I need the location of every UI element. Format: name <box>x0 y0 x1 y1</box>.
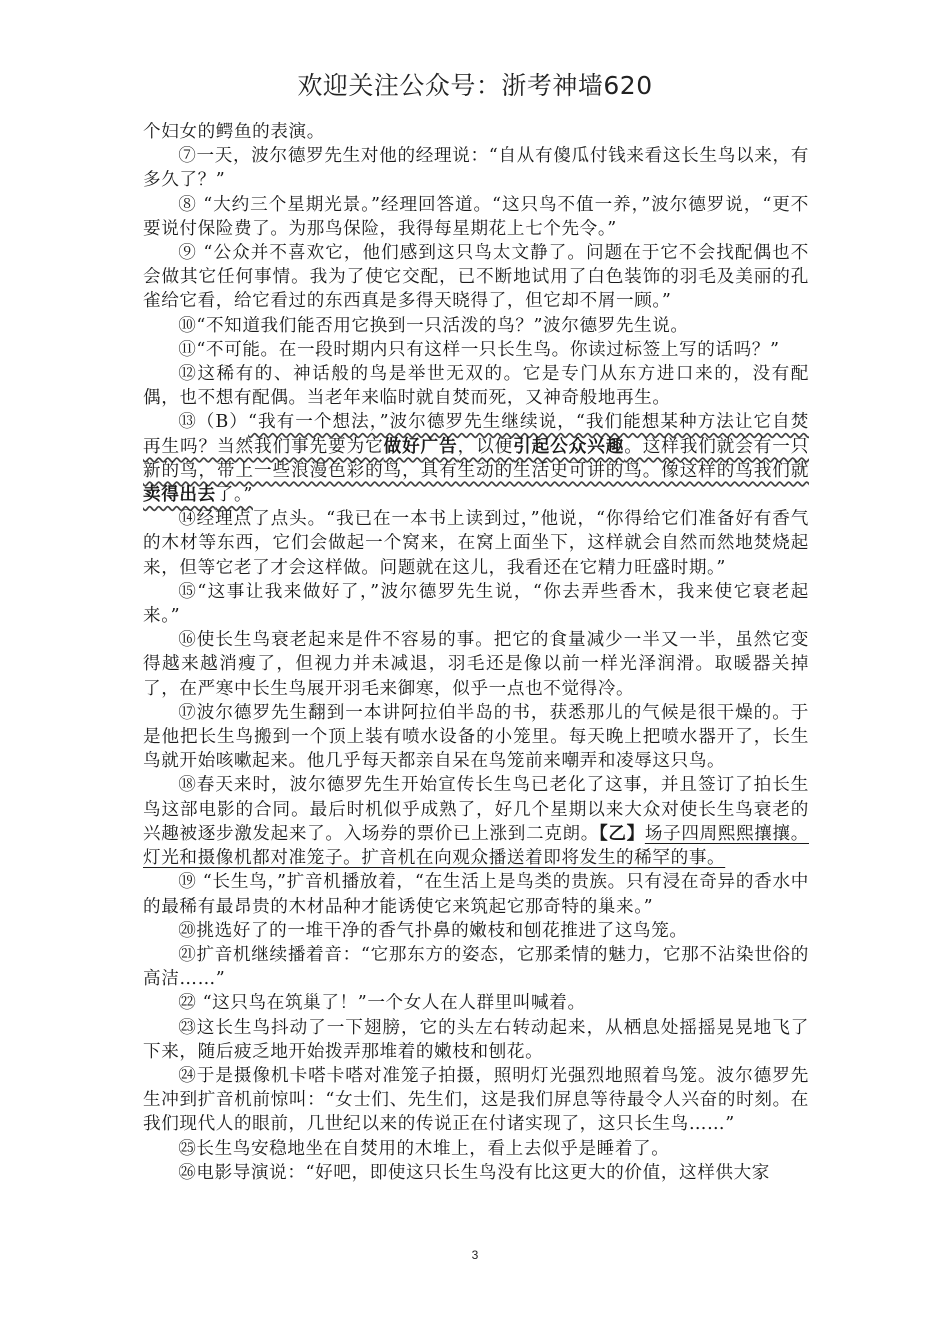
paragraph-10: ⑩“不知道我们能否用它换到一只活泼的鸟？”波尔德罗先生说。 <box>178 315 689 336</box>
paragraph-13-prefix: ⑬（B） <box>178 412 249 433</box>
paragraph-23: ㉓这长生鸟抖动了一下翅膀，它的头左右转动起来，从栖息处摇摇晃晃地飞了下来，随后疲乏地开始拨弄那堆着的嫩枝和刨花。 <box>143 1017 809 1062</box>
emphasis-public-interest: 引起公众兴趣 <box>513 435 625 457</box>
paragraph-14: ⑭经理点了点头。“我已在一本书上读到过，”他说，“你得给它们准备好有香气的木材等东西，它们会做起一个窝来，在窝上面坐下，这样就会自然而然地焚烧起来，但等它老了才会这样做。问题就在这儿，我看还在它精力旺盛时期。” <box>143 509 809 578</box>
paragraph-18-text: ⑱春天来时，波尔德罗先生开始宣传长生鸟已老化了这事，并且签订了拍长生鸟这部电影的合同。最后时机似乎成熟了，好几个星期以来大众对使长生鸟衰老的兴趣被逐步激发起来了。入场券的票价已上涨到二克朗。 <box>143 775 809 844</box>
article-body <box>143 120 809 1185</box>
paragraph-19: ⑲ “长生鸟，”扩音机播放着，“在生活上是鸟类的贵族。只有浸在奇异的香水中的最稀有最昂贵的木材品种才能诱使它来筑起它那奇特的巢来。” <box>143 872 809 917</box>
question-mark-yi: 【乙】 <box>598 822 645 844</box>
page-header: 欢迎关注公众号：浙考神墙620 <box>297 71 653 100</box>
paragraph-17: ⑰波尔德罗先生翻到一本讲阿拉伯半岛的书，获悉那儿的气候是很干燥的。于是他把长生鸟搬到一个顶上装有喷水设备的小笼里。每天晚上把喷水器开了，长生鸟就开始咳嗽起来。他几乎每天都亲自呆在鸟笼前来嘲弄和凌辱这只鸟。 <box>143 702 809 772</box>
page-number: 3 <box>471 1248 479 1262</box>
paragraph-18-underlined-sentence: 场子四周熙熙攘攘。灯光和摄像机都对准笼子。扩音机在向观众播送着即将发生的稀罕的事。 <box>143 823 809 869</box>
paragraph-26: ㉖电影导演说：“好吧，即使这只长生鸟没有比这更大的价值，这样供大家 <box>178 1162 770 1183</box>
emphasis-sell: 卖得出去 <box>143 484 216 506</box>
paragraph-16: ⑯使长生鸟衰老起来是件不容易的事。把它的食量减少一半又一半，虽然它变得越来越消瘦了，但视力并未减退，羽毛还是像以前一样光泽润滑。取暖器关掉了，在严寒中长生鸟展开羽毛来御寒，似乎一点也不觉得冷。 <box>143 630 809 699</box>
paragraph-25: ㉕长生鸟安稳地坐在自焚用的木堆上，看上去似乎是睡着了。 <box>178 1138 670 1159</box>
paragraph-24: ㉔于是摄像机卡嗒卡嗒对准笼子拍摄，照明灯光强烈地照着鸟笼。波尔德罗先生冲到扩音机前惊叫：“女士们、先生们，这是我们屏息等待最令人兴奋的时刻。在我们现代人的眼前，几世纪以来的传说正在付诸实现了，这只长生鸟……” <box>143 1065 809 1135</box>
paragraph-20: ⑳挑选好了的一堆干净的香气扑鼻的嫩枝和刨花推进了这鸟笼。 <box>178 920 688 941</box>
paragraph-21: ㉑扩音机继续播着音：“它那东方的姿态，它那柔情的魅力，它那不沾染世俗的高洁……” <box>143 944 809 990</box>
emphasis-advertising: 做好广告 <box>383 435 458 457</box>
paragraph-15: ⑮“这事让我来做好了，”波尔德罗先生说，“你去弄些香木，我来使它衰老起来。” <box>143 581 809 627</box>
paragraph-18 <box>143 773 809 870</box>
paragraph-13-text-1: “我有一个想法，”波尔德罗先生继续说，“我们能想某种方法让它自焚再生吗？当然我们事先要为它 <box>143 412 809 457</box>
paragraph-13-text-4: 了。” <box>215 485 253 506</box>
paragraph-0: 个妇女的鳄鱼的表演。 <box>143 122 325 142</box>
paragraph-13 <box>143 410 809 507</box>
paragraph-9: ⑨ “公众并不喜欢它，他们感到这只鸟太文静了。问题在于它不会找配偶也不会做其它任何事情。我为了使它交配，已不断地试用了白色装饰的羽毛及美丽的孔雀给它看，给它看过的东西真是多得天晓得了，但它却不屑一顾。” <box>143 243 809 312</box>
paragraph-11: ⑪“不可能。在一段时期内只有这样一只长生鸟。你读过标签上写的话吗？” <box>178 339 780 360</box>
paragraph-13-text-2: ，以便 <box>457 436 514 457</box>
paragraph-7: ⑦一天，波尔德罗先生对他的经理说：“自从有傻瓜付钱来看这长生鸟以来，有多久了？” <box>143 146 809 191</box>
paragraph-12: ⑫这稀有的、神话般的鸟是举世无双的。它是专门从东方进口来的，没有配偶，也不想有配偶。当老年来临时就自焚而死，又神奇般地再生。 <box>143 364 809 409</box>
paragraph-8: ⑧ “大约三个星期光景。”经理回答道。“这只鸟不值一养，”波尔德罗说，“更不要说付保险费了。为那鸟保险，我得每星期花上七个先令。” <box>143 194 809 239</box>
paragraph-13-text-3: 。这样我们就会有一只新的鸟，带上一些浪漫色彩的鸟，具有生动的生活史可讲的鸟。像这样的鸟我们就 <box>143 436 809 481</box>
paragraph-22: ㉒ “这只鸟在筑巢了！”一个女人在人群里叫喊着。 <box>178 993 586 1014</box>
